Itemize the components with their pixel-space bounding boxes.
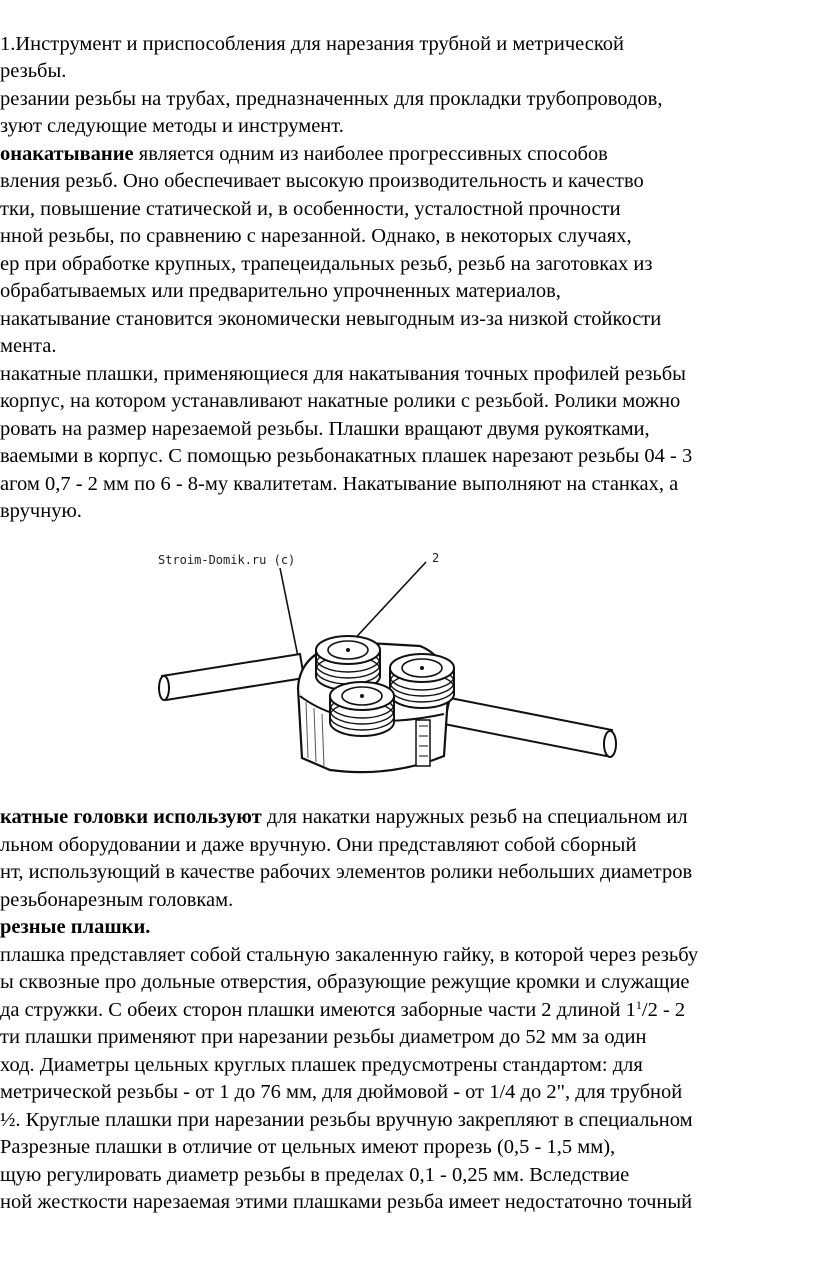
leader-line-2 — [348, 562, 426, 646]
paragraph-line: ной жесткости нарезаемая этими плашками резьба имеет недостаточно точный — [0, 1191, 693, 1213]
superscript: 1 — [635, 998, 642, 1012]
paragraph-line: нт, использующий в качестве рабочих элементов ролики небольших диаметров — [0, 861, 693, 883]
paragraph-line: вручную. — [0, 500, 82, 522]
paragraph-line: ти плашки применяют при нарезании резьбы диаметром до 52 мм за один — [0, 1026, 647, 1048]
paragraph-line: обрабатываемых или предварительно упрочненных материалов, — [0, 280, 561, 302]
paragraph-line: ер при обработке крупных, трапецеидальных резьб, резьб на заготовках из — [0, 253, 653, 275]
figure-callout-2: 2 — [432, 551, 440, 565]
heading-line-1: 1.Инструмент и приспособления для нарезания трубной и метрической — [0, 33, 624, 55]
paragraph-line — [0, 141, 816, 169]
heading-line-2: резьбы. — [0, 60, 67, 82]
roller-right — [390, 654, 454, 708]
paragraph-text: является одним из наиболее прогрессивных способов — [133, 143, 608, 165]
roller-front — [330, 682, 394, 736]
paragraph-line: плашка представляет собой стальную закаленную гайку, в которой через резьбу — [0, 944, 699, 966]
paragraph-line: зуют следующие методы и инструмент. — [0, 115, 344, 137]
paragraph-line: корпус, на котором устанавливают накатные ролики с резьбой. Ролики можно — [0, 390, 681, 412]
paragraph-text: /2 - 2 — [641, 999, 686, 1021]
right-handle-end — [604, 731, 616, 757]
paragraph-line: ровать на размер нарезаемой резьбы. Плашки вращают двумя рукоятками, — [0, 418, 650, 440]
paragraph-line — [0, 804, 816, 832]
paragraph-line: резьбонарезным головкам. — [0, 889, 234, 911]
paragraph-line: льном оборудовании и даже вручную. Они представляют собой сборный — [0, 834, 637, 856]
paragraph-line: ход. Диаметры цельных круглых плашек предусмотрены стандартом: для — [0, 1054, 643, 1076]
paragraph-line: ы сквозные про дольные отверстия, образующие режущие кромки и служащие — [0, 971, 690, 993]
paragraph-text: да стружки. С обеих сторон плашки имеются заборные части 2 длиной 1 — [0, 999, 636, 1021]
term-rolling: онакатывание — [0, 143, 134, 165]
paragraph-line: нной резьбы, по сравнению с нарезанной. Однако, в некоторых случаях, — [0, 225, 632, 247]
paragraph-line: Разрезные плашки в отличие от цельных имеют прорезь (0,5 - 1,5 мм), — [0, 1136, 616, 1158]
thread-rolling-die-figure — [150, 546, 650, 790]
paragraph-line: мента. — [0, 335, 57, 357]
paragraph-line: агом 0,7 - 2 мм по 6 - 8-му квалитетам. Накатывание выполняют на станках, а — [0, 473, 679, 495]
paragraph-line: вления резьб. Оно обеспечивает высокую производительность и качество — [0, 170, 644, 192]
paragraph-line: щую регулировать диаметр резьбы в пределах 0,1 - 0,25 мм. Вследствие — [0, 1164, 630, 1186]
paragraph-text: для накатки наружных резьб на специальном ил — [261, 806, 688, 828]
left-handle — [162, 654, 304, 700]
right-handle — [444, 698, 612, 756]
figure-watermark: Stroim-Domik.ru (c) — [158, 553, 296, 567]
split-slot — [416, 720, 430, 766]
left-handle-end — [159, 676, 169, 700]
paragraph-line: накатные плашки, применяющиеся для накатывания точных профилей резьбы — [0, 363, 686, 385]
section-heading-split-dies: резные плашки. — [0, 916, 151, 938]
paragraph-line: резании резьбы на трубах, предназначенных для прокладки трубопроводов, — [0, 88, 663, 110]
paragraph-line: тки, повышение статической и, в особенности, усталостной прочности — [0, 198, 621, 220]
term-rolling-heads: катные головки используют — [0, 806, 262, 828]
paragraph-line: ваемыми в корпус. С помощью резьбонакатных плашек нарезают резьбы 04 - 3 — [0, 445, 693, 467]
paragraph-line: накатывание становится экономически невыгодным из-за низкой стойкости — [0, 308, 662, 330]
paragraph-line: метрической резьбы - от 1 до 76 мм, для дюймовой - от 1/4 до 2", для трубной — [0, 1081, 683, 1103]
paragraph-line: ½. Круглые плашки при нарезании резьбы вручную закрепляют в специальном — [0, 1109, 693, 1131]
paragraph-line — [0, 997, 816, 1025]
